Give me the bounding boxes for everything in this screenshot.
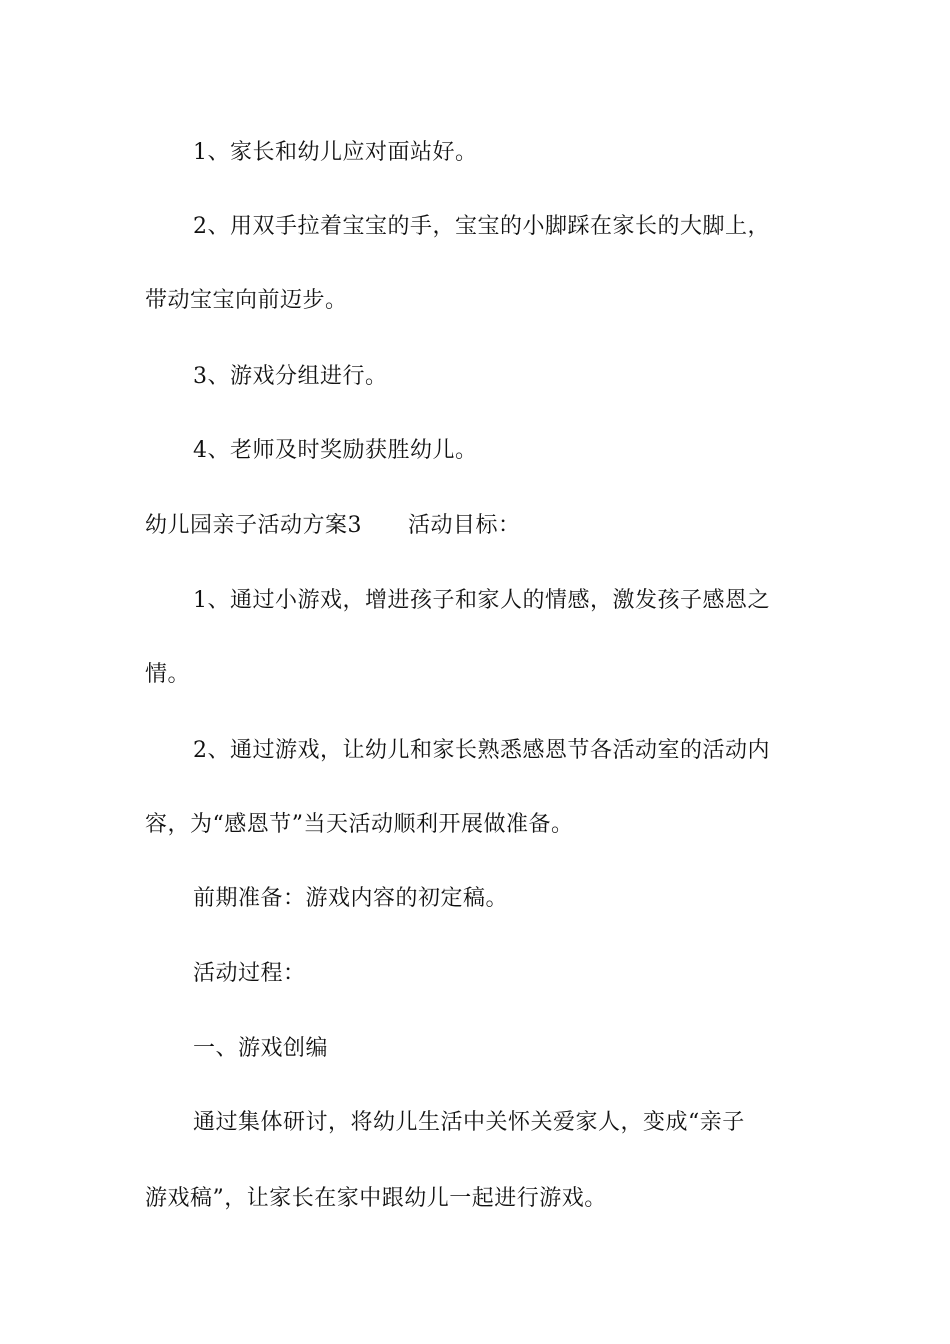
section-heading-line xyxy=(145,511,521,541)
goals-label: 活动目标： xyxy=(408,513,521,538)
paragraph-step-2-cont: 带动宝宝向前迈步。 xyxy=(145,288,348,313)
paragraph-research-cont: 游戏稿”，让家长在家中跟幼儿一起进行游戏。 xyxy=(145,1186,607,1211)
paragraph-step-2: 2、用双手拉着宝宝的手，宝宝的小脚踩在家长的大脚上， xyxy=(193,214,770,239)
paragraph-step-4: 4、老师及时奖励获胜幼儿。 xyxy=(193,438,478,463)
paragraph-research: 通过集体研讨，将幼儿生活中关怀关爱家人，变成“亲子 xyxy=(193,1110,745,1135)
goal-1-cont: 情。 xyxy=(145,662,191,687)
section-title: 幼儿园亲子活动方案3 xyxy=(145,513,362,538)
goal-2: 2、通过游戏，让幼儿和家长熟悉感恩节各活动室的活动内 xyxy=(193,738,770,763)
paragraph-step-3: 3、游戏分组进行。 xyxy=(193,364,388,389)
preparation: 前期准备：游戏内容的初定稿。 xyxy=(193,886,509,911)
process-label: 活动过程： xyxy=(193,961,306,986)
subheading-game-creation: 一、游戏创编 xyxy=(193,1036,329,1061)
goal-2-cont: 容，为“感恩节”当天活动顺利开展做准备。 xyxy=(145,812,574,837)
goal-1: 1、通过小游戏，增进孩子和家人的情感，激发孩子感恩之 xyxy=(193,588,770,613)
paragraph-step-1: 1、家长和幼儿应对面站好。 xyxy=(193,140,478,165)
